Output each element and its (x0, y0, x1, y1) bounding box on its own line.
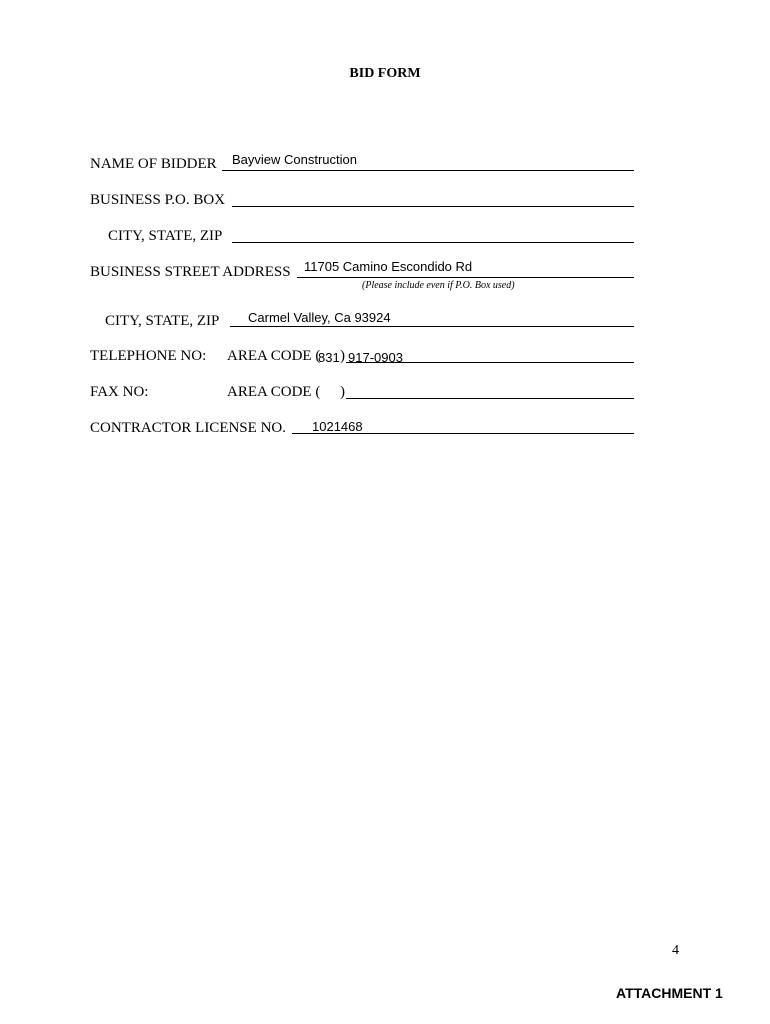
street-address-line (297, 277, 634, 278)
contractor-license-label: CONTRACTOR LICENSE NO. (90, 420, 286, 436)
po-city-state-zip-line (232, 242, 634, 243)
name-of-bidder-line (222, 170, 634, 171)
telephone-label: TELEPHONE NO: (90, 348, 207, 364)
fax-area-code-label: AREA CODE ( (227, 384, 321, 400)
contractor-license-field[interactable]: 1021468 (312, 419, 363, 434)
page-number: 4 (672, 943, 679, 958)
telephone-area-code-field[interactable]: 831 (318, 350, 340, 365)
telephone-area-code-label: AREA CODE ( (227, 348, 321, 364)
form-title: BID FORM (349, 66, 421, 81)
fax-label: FAX NO: (90, 384, 149, 400)
street-city-state-zip-line (230, 326, 634, 327)
street-city-state-zip-label: CITY, STATE, ZIP (105, 313, 220, 329)
po-box-line (232, 206, 634, 207)
street-address-field[interactable]: 11705 Camino Escondido Rd (304, 259, 473, 274)
street-address-label: BUSINESS STREET ADDRESS (90, 264, 291, 280)
name-of-bidder-field[interactable]: Bayview Construction (232, 152, 357, 167)
name-of-bidder-label: NAME OF BIDDER (90, 156, 217, 172)
telephone-number-field[interactable]: 917-0903 (348, 350, 403, 365)
street-address-note: (Please include even if P.O. Box used) (362, 280, 515, 291)
po-box-label: BUSINESS P.O. BOX (90, 192, 226, 208)
fax-number-line (346, 398, 634, 399)
street-city-state-zip-field[interactable]: Carmel Valley, Ca 93924 (248, 310, 391, 325)
po-city-state-zip-label: CITY, STATE, ZIP (108, 228, 223, 244)
fax-close-paren: ) (340, 384, 345, 400)
telephone-close-paren: ) (340, 348, 345, 364)
attachment-label: ATTACHMENT 1 (616, 985, 723, 1001)
